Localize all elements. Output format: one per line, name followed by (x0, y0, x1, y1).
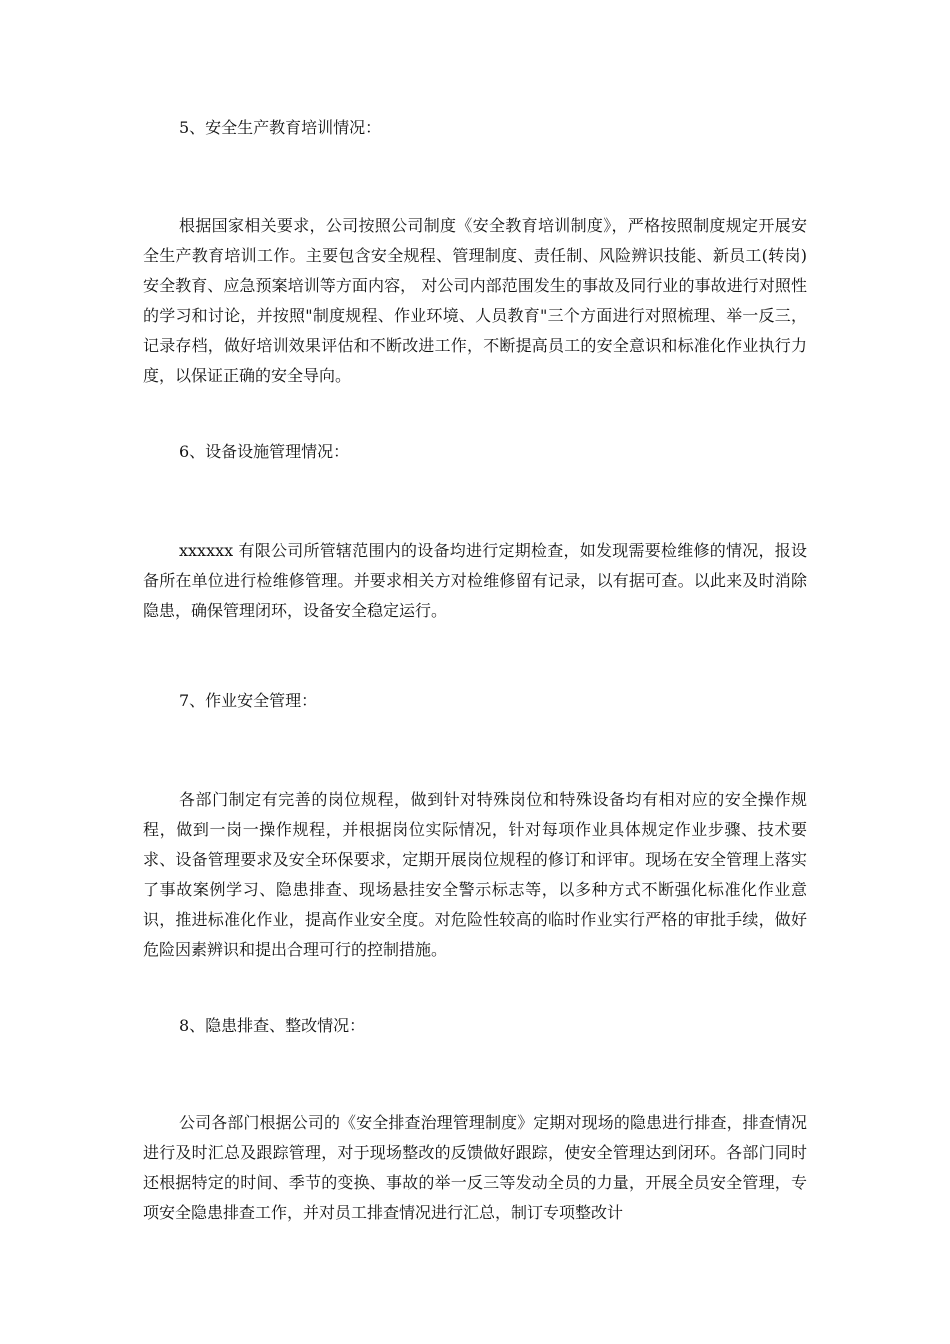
section-6-heading: 6、设备设施管理情况： (179, 442, 350, 461)
section-5-body: 根据国家相关要求，公司按照公司制度《安全教育培训制度》，严格按照制度规定开展安全生产教育培训工作。主要包含安全规程、管理制度、责任制、风险辨识技能、新员工(转岗)安全教育、应急预案培训等方面内容， 对公司内部范围发生的事故及同行业的事故进行对照性的学习和讨论，并按照"制度规程、作业环境、人员教育"三个方面进行对照梳理、举一反三，记录存档，做好培训效果评估和不断改进工作，不断提高员工的安全意识和标准化作业执行力度，以保证正确的安全导向。 (143, 216, 807, 385)
section-7-body: 各部门制定有完善的岗位规程，做到针对特殊岗位和特殊设备均有相对应的安全操作规程，做到一岗一操作规程，并根据岗位实际情况，针对每项作业具体规定作业步骤、技术要求、设备管理要求及安全环保要求，定期开展岗位规程的修订和评审。现场在安全管理上落实了事故案例学习、隐患排查、现场悬挂安全警示标志等，以多种方式不断强化标准化作业意识，推进标准化作业，提高作业安全度。对危险性较高的临时作业实行严格的审批手续，做好危险因素辨识和提出合理可行的控制措施。 (143, 790, 807, 959)
section-8-heading: 8、隐患排查、整改情况： (179, 1016, 366, 1035)
section-8-body: 公司各部门根据公司的《安全排查治理管理制度》定期对现场的隐患进行排查，排查情况进行及时汇总及跟踪管理，对于现场整改的反馈做好跟踪，使安全管理达到闭环。各部门同时还根据特定的时间、季节的变换、事故的举一反三等发动全员的力量，开展全员安全管理，专项安全隐患排查工作，并对员工排查情况进行汇总，制订专项整改计 (143, 1113, 807, 1222)
section-7-heading: 7、作业安全管理： (179, 691, 318, 710)
section-6-body: xxxxxx 有限公司所管辖范围内的设备均进行定期检查，如发现需要检维修的情况，报设备所在单位进行检维修管理。并要求相关方对检维修留有记录，以有据可查。以此来及时消除隐患，确保管理闭环，设备安全稳定运行。 (143, 541, 807, 620)
section-5-heading: 5、安全生产教育培训情况： (179, 118, 382, 137)
